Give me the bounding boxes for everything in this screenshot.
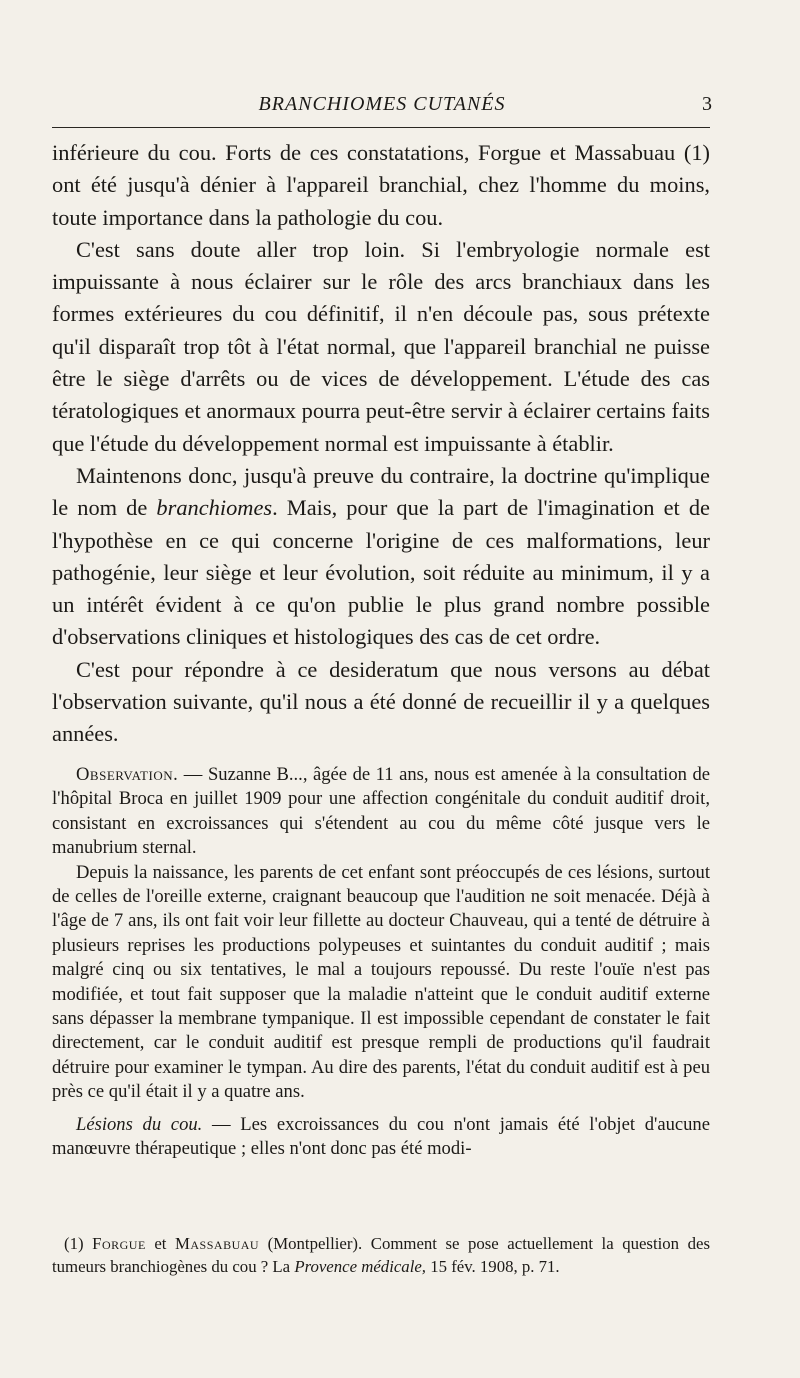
observation-paragraph-2: Depuis la naissance, les parents de cet enfant sont préoccupés de ces lésions, surtout de celles de l'oreille externe, craignant beaucoup que l'audition ne soit menacée. Déjà à l'âge de 7 ans, ils ont fait voir leur fillette au docteur Chauveau, qui a tenté de détruire à plusieurs reprises les productions polypeuses et suintantes du conduit auditif ; mais malgré cinq ou six tentatives, le mal a toujours repoussé. Du reste l'ouïe n'est pas modifiée, et tout fait supposer que la maladie n'atteint que le conduit auditif externe sans dépasser la membrane tympanique. Il est impossible cependant de constater le fait directement, car le conduit auditif est presque rempli de productions qu'il faudrait détruire pour examiner le tympan. Au dire des parents, l'état du conduit auditif est à peu près ce qu'il était il y a quatre ans. — [52, 861, 710, 1103]
page-number: 3 — [702, 93, 712, 115]
footnote-and: et — [145, 1234, 175, 1253]
paragraph-3-end: . Mais, pour que la part de l'imagination et de l'hypothèse en ce qui concerne l'origine de ces malformations, leur pathogénie, leur siège et leur évolution, soit réduite au minimum, il y a un intérêt évident à ce qu'on publie le plus grand nombre possible d'observations cliniques et histologiques des cas de cet ordre. — [52, 495, 710, 650]
running-header — [52, 93, 712, 123]
lesions-label: Lésions du cou. — [76, 1113, 203, 1135]
paragraph-3-start: Maintenons donc, jusqu'à preuve du contraire, la doctrine qu'implique le nom de — [52, 462, 710, 521]
observation-text-1: — Suzanne B..., âgée de 11 ans, nous est amenée à la consultation de l'hôpital Broca en juillet 1909 pour une affection congénitale du conduit auditif droit, consistant en excroissances qui s'étendent au cou du même côté jusque vers le manubrium sternal. — [52, 764, 710, 859]
paragraph-3 — [52, 460, 710, 654]
paragraph-1: inférieure du cou. Forts de ces constatations, Forgue et Massabuau (1) ont été jusqu'à dénier à l'appareil branchial, chez l'homme du moins, toute importance dans la pathologie du cou. — [52, 140, 710, 230]
footnote-marker: (1) — [64, 1234, 93, 1253]
lesions-text: — Les excroissances du cou n'ont jamais été l'objet d'aucune manœuvre thérapeutique ; elles n'ont donc pas été modi- — [52, 1113, 710, 1160]
observation-label: Observation. — [76, 764, 179, 785]
main-text — [52, 137, 710, 751]
footnote-body: (Montpellier). Comment se pose actuellement la question des tumeurs branchiogènes du cou ? La — [52, 1234, 710, 1276]
footnote-tail: 15 fév. 1908, p. 71. — [426, 1256, 560, 1276]
observation-paragraph-3 — [52, 1113, 710, 1162]
footnote-text — [52, 1233, 710, 1278]
observation-section — [52, 763, 710, 1162]
observation-paragraph-1 — [52, 763, 710, 861]
footnote — [52, 1233, 710, 1278]
footnote-author-2: Massabuau — [174, 1234, 260, 1253]
header-rule — [52, 127, 710, 128]
running-title: BRANCHIOMES CUTANÉS — [258, 93, 506, 115]
footnote-journal: Provence médicale, — [294, 1256, 427, 1276]
branchiomes-term: branchiomes — [156, 495, 273, 521]
paragraph-4: C'est pour répondre à ce desideratum que nous versons au débat l'observation suivante, qu'il nous a été donné de recueillir il y a quelques années. — [52, 656, 710, 747]
footnote-author-1: Forgue — [92, 1234, 146, 1253]
paragraph-2: C'est sans doute aller trop loin. Si l'embryologie normale est impuissante à nous éclairer sur le rôle des arcs branchiaux dans les formes extérieures du cou définitif, il n'en découle pas, sous prétexte qu'il disparaît trop tôt à l'état normal, que l'appareil branchial ne puisse être le siège d'arrêts ou de vices de développement. L'étude des cas tératologiques et anormaux pourra peut-être servir à éclairer certains faits que l'étude du développement normal est impuissante à établir. — [52, 236, 710, 456]
